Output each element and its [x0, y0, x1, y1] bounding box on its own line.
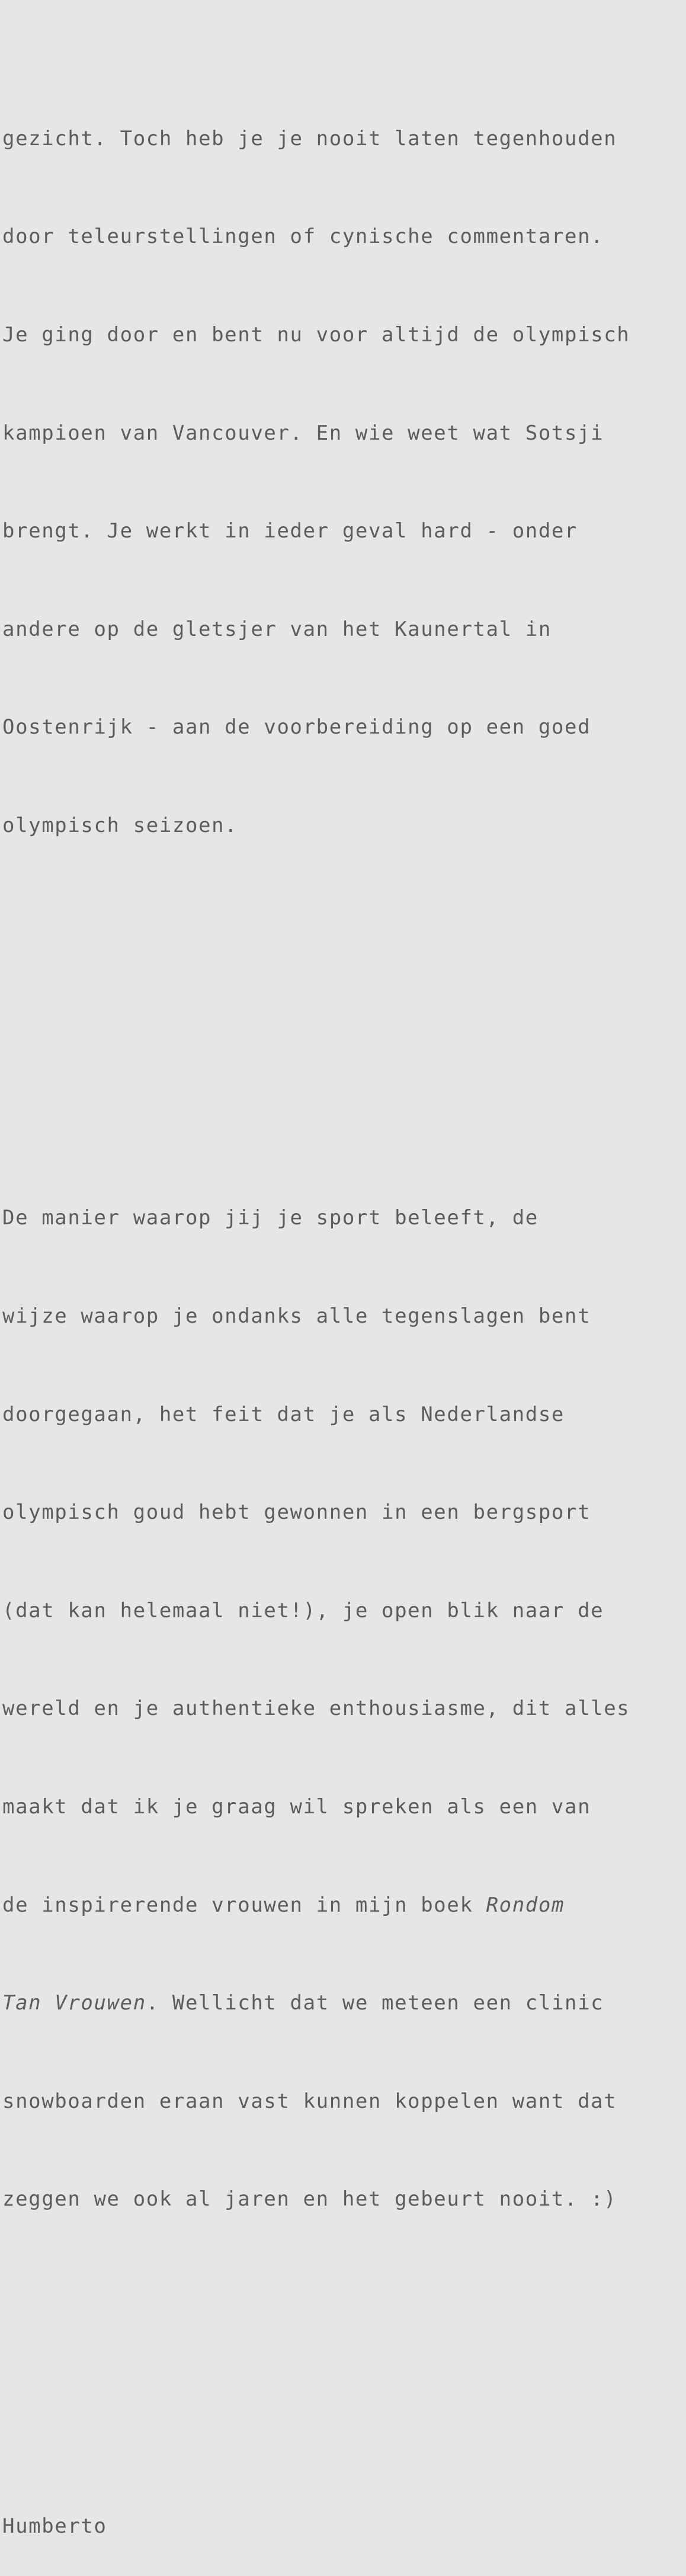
text-line: Je ging door en bent nu voor altijd de olympisch — [2, 323, 630, 347]
paragraph-spacer — [2, 1006, 686, 1038]
text-line: zeggen we ook al jaren en het gebeurt nooit. :) — [2, 2187, 617, 2212]
text-fragment: de inspirerende vrouwen in mijn boek — [2, 1893, 486, 1917]
text-line: wereld en je authentieke enthousiasme, dit alles — [2, 1697, 630, 1721]
text-line: wijze waarop je ondanks alle tegenslagen bent — [2, 1304, 591, 1328]
text-line: Oostenrijk - aan de voorbereiding op een goed — [2, 715, 591, 740]
text-line: maakt dat ik je graag wil spreken als een van — [2, 1794, 591, 1819]
paragraph-spacer — [2, 2380, 686, 2412]
text-line: snowboarden eraan vast kunnen koppelen want dat — [2, 2089, 617, 2113]
paragraph-1 — [2, 57, 686, 907]
text-line: door teleurstellingen of cynische commentaren. — [2, 225, 604, 249]
text-line: olympisch goud hebt gewonnen in een bergsport — [2, 1500, 591, 1525]
signature: Humberto — [2, 2514, 107, 2539]
text-line — [2, 1987, 686, 2020]
book-title: Rondom — [486, 1893, 565, 1917]
text-line: gezicht. Toch heb je je nooit laten tegenhouden — [2, 126, 617, 151]
text-line: (dat kan helemaal niet!), je open blik naar de — [2, 1598, 604, 1623]
paragraph-2 — [2, 1137, 686, 2281]
letter-body — [2, 0, 686, 2576]
text-line — [2, 1889, 686, 1922]
text-line: doorgegaan, het feit dat je als Nederlandse — [2, 1402, 565, 1426]
text-line: brengt. Je werkt in ieder geval hard - onder — [2, 519, 578, 543]
text-line: andere op de gletsjer van het Kaunertal in — [2, 617, 552, 641]
text-line: De manier waarop jij je sport beleeft, de — [2, 1206, 538, 1230]
book-title: Tan Vrouwen — [2, 1991, 146, 2015]
text-line: olympisch seizoen. — [2, 813, 238, 837]
text-fragment: . Wellicht dat we meteen een clinic — [146, 1991, 604, 2015]
text-line: kampioen van Vancouver. En wie weet wat Sotsji — [2, 421, 604, 445]
